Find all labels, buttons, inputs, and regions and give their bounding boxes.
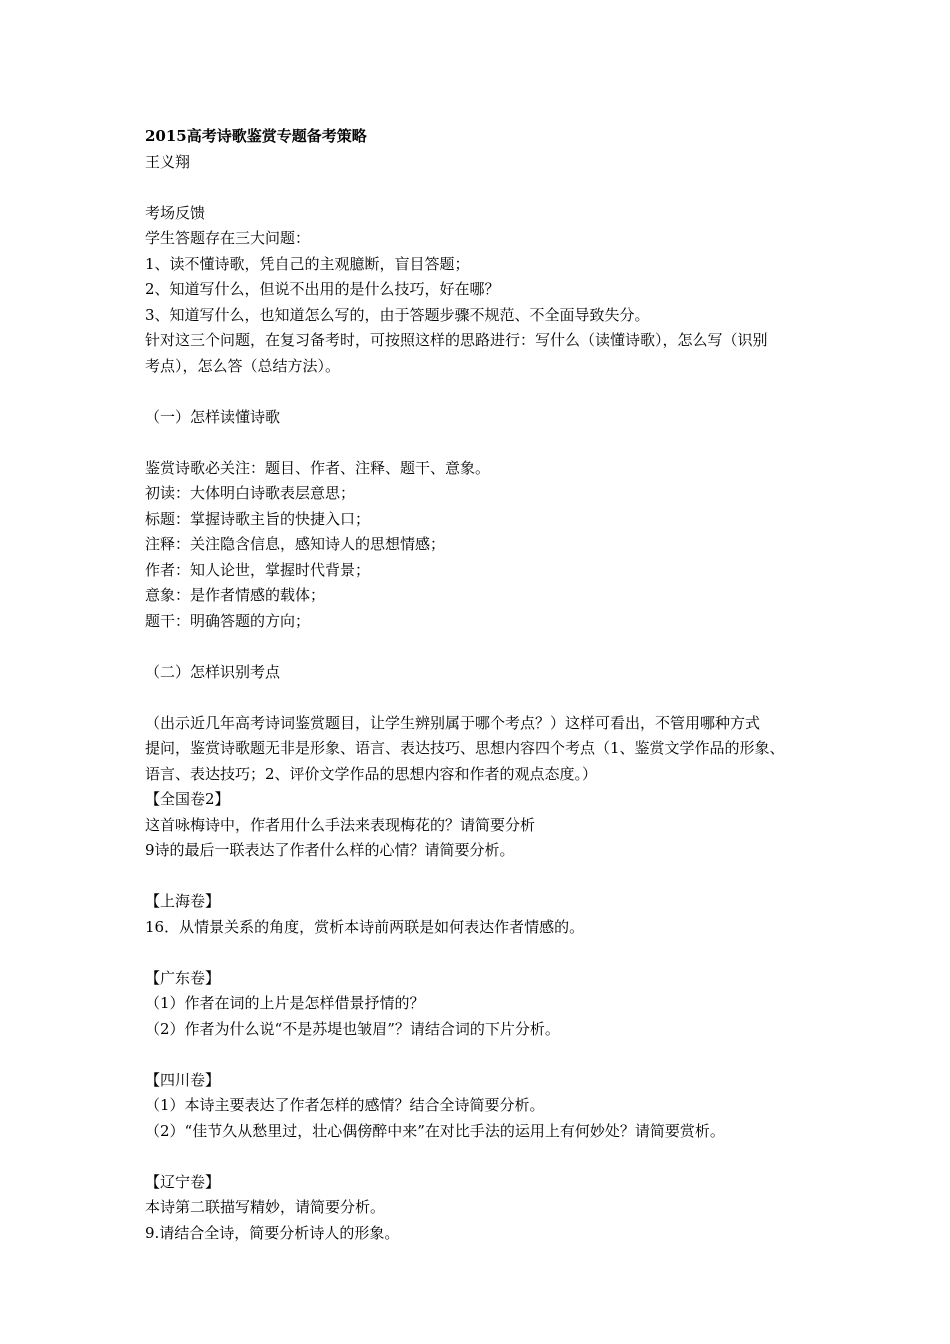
paper-question: （1）本诗主要表达了作者怎样的感情？结合全诗简要分析。	[145, 1096, 545, 1114]
spacer	[145, 1144, 825, 1170]
reading-line: 鉴赏诗歌必关注：题目、作者、注释、题干、意象。	[145, 458, 491, 477]
paper-label: 【四川卷】	[145, 1070, 221, 1089]
feedback-summary-line: 针对这三个问题，在复习备考时，可按照这样的思路进行：写什么（读懂诗歌），怎么写（识别	[145, 331, 768, 349]
feedback-intro: 学生答题存在三大问题：	[145, 229, 311, 247]
paper-label: 【辽宁卷】	[145, 1172, 221, 1191]
identify-paragraph-line: 语言、表达技巧；2、评价文学作品的思想内容和作者的观点态度。）	[145, 764, 598, 783]
identify-paragraph-line: （出示近几年高考诗词鉴赏题目，让学生辨别属于哪个考点？）这样可看出，不管用哪种方式	[145, 713, 761, 732]
paper-question: 本诗第二联描写精妙，请简要分析。	[145, 1198, 386, 1216]
reading-line: 意象：是作者情感的载体；	[145, 586, 326, 604]
paper-label: 【广东卷】	[145, 968, 221, 987]
reading-line: 初读：大体明白诗歌表层意思；	[145, 484, 356, 502]
paper-question: （1）作者在词的上片是怎样借景抒情的？	[145, 994, 425, 1012]
spacer	[145, 940, 825, 966]
paper-question: 16．从情景关系的角度，赏析本诗前两联是如何表达作者情感的。	[145, 917, 585, 936]
document-page	[145, 124, 825, 1246]
reading-line: 注释：关注隐含信息，感知诗人的思想情感；	[145, 535, 446, 553]
identify-paragraph-line: 提问，鉴赏诗歌题无非是形象、语言、表达技巧、思想内容四个考点（1、鉴赏文学作品的形象、	[145, 739, 785, 757]
spacer	[145, 864, 825, 890]
paper-question: 这首咏梅诗中，作者用什么手法来表现梅花的？请简要分析	[145, 815, 536, 834]
paper-question: 9诗的最后一联表达了作者什么样的心情？请简要分析。	[145, 841, 515, 859]
feedback-item: 3、知道写什么，也知道怎么写的，由于答题步骤不规范、不全面导致失分。	[145, 305, 650, 324]
feedback-item: 1、读不懂诗歌，凭自己的主观臆断，盲目答题；	[145, 254, 470, 273]
spacer	[145, 430, 825, 456]
feedback-summary-line: 考点），怎么答（总结方法）。	[145, 356, 341, 375]
paper-question: 9.请结合全诗，简要分析诗人的形象。	[145, 1223, 400, 1242]
spacer	[145, 685, 825, 711]
reading-line: 作者：知人论世，掌握时代背景；	[145, 560, 371, 579]
section-heading-reading: （一）怎样读懂诗歌	[145, 407, 281, 426]
spacer	[145, 175, 825, 201]
spacer	[145, 634, 825, 660]
paper-question: （2）作者为什么说“不是苏堤也皱眉”？请结合词的下片分析。	[145, 1019, 560, 1038]
reading-line: 题干：明确答题的方向；	[145, 611, 311, 630]
section-heading-feedback: 考场反馈	[145, 203, 206, 222]
section-heading-identify: （二）怎样识别考点	[145, 662, 281, 681]
feedback-item: 2、知道写什么，但说不出用的是什么技巧，好在哪？	[145, 280, 500, 298]
paper-label: 【上海卷】	[145, 892, 221, 910]
document-author: 王义翔	[145, 152, 191, 171]
paper-question: （2）“佳节久从愁里过，壮心偶傍醉中来”在对比手法的运用上有何妙处？请简要赏析。	[145, 1121, 725, 1140]
spacer	[145, 1042, 825, 1068]
paper-label: 【全国卷2】	[145, 790, 230, 808]
reading-line: 标题：掌握诗歌主旨的快捷入口；	[145, 509, 371, 528]
document-title: 2015高考诗歌鉴赏专题备考策略	[145, 127, 367, 145]
spacer	[145, 379, 825, 405]
